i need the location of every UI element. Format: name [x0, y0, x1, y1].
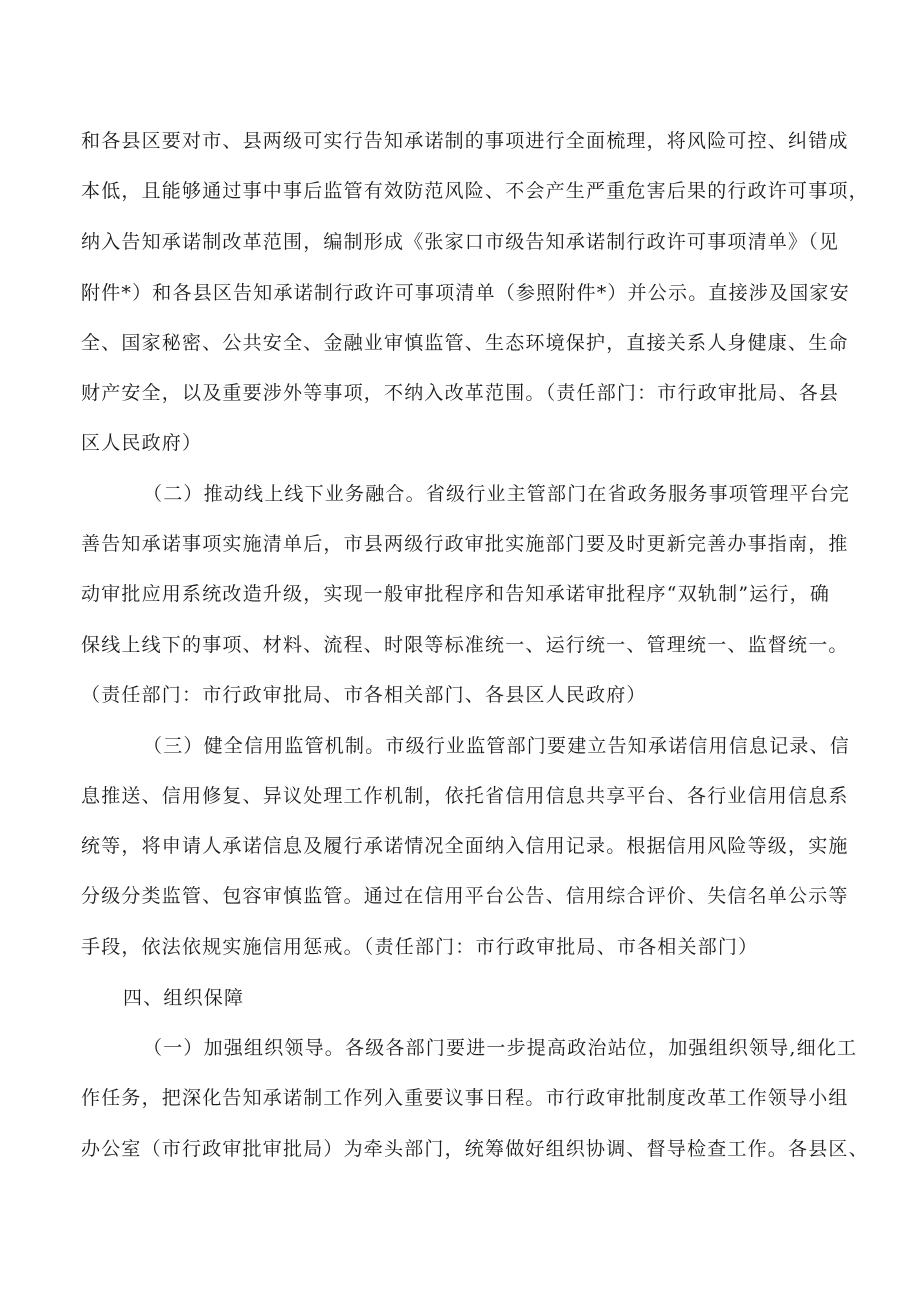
paragraph-line: 手段，依法依规实施信用惩戒。（责任部门：市行政审批局、市各相关部门） — [81, 936, 759, 958]
paragraph-line: 财产安全，以及重要涉外等事项，不纳入改革范围。（责任部门：市行政审批局、各县 — [81, 382, 840, 404]
paragraph-line: 办公室（市行政审批审批局）为牵头部门，统筹做好组织协调、督导检查工作。各县区、 — [81, 1138, 869, 1160]
paragraph-line: 动审批应用系统改造升级，实现一般审批程序和告知承诺审批程序“双轨制”运行，确 — [81, 583, 831, 605]
paragraph-line: 统等，将申请人承诺信息及履行承诺情况全面纳入信用记录。根据信用风险等级，实施 — [81, 835, 849, 857]
paragraph-line: 保线上线下的事项、材料、流程、时限等标准统一、运行统一、管理统一、监督统一。 — [81, 634, 849, 656]
paragraph-line: 息推送、信用修复、异议处理工作机制，依托省信用信息共享平台、各行业信用信息系 — [81, 785, 849, 807]
paragraph-line: 善告知承诺事项实施清单后，市县两级行政审批实施部门要及时更新完善办事指南，推 — [81, 533, 849, 555]
paragraph-line: 和各县区要对市、县两级可实行告知承诺制的事项进行全面梳理，将风险可控、纠错成 — [81, 130, 849, 152]
paragraph-line: 分级分类监管、包容审慎监管。通过在信用平台公告、信用综合评价、失信名单公示等 — [81, 885, 849, 907]
section-2-first-line: （二）推动线上线下业务融合。省级行业主管部门在省政务服务事项管理平台完 — [143, 483, 851, 505]
paragraph-line: 全、国家秘密、公共安全、金融业审慎监管、生态环境保护，直接关系人身健康、生命 — [81, 332, 849, 354]
paragraph-line: 纳入告知承诺制改革范围，编制形成《张家口市级告知承诺制行政许可事项清单》（见 — [81, 231, 840, 253]
paragraph-line: 作任务，把深化告知承诺制工作列入重要议事日程。市行政审批制度改革工作领导小组 — [81, 1087, 849, 1109]
paragraph-line: 区人民政府） — [81, 432, 203, 454]
section-heading: 四、组织保障 — [123, 987, 245, 1009]
subsection-1-first-line: （一）加强组织领导。各级各部门要进一步提高政治站位，加强组织领导,细化工 — [143, 1037, 858, 1059]
paragraph-line: 附件*）和各县区告知承诺制行政许可事项清单（参照附件*）并公示。直接涉及国家安 — [81, 282, 850, 304]
paragraph-line: （责任部门：市行政审批局、市各相关部门、各县区人民政府） — [81, 684, 647, 706]
paragraph-line: 本低，且能够通过事中事后监管有效防范风险、不会产生严重危害后果的行政许可事项， — [81, 180, 869, 202]
section-3-first-line: （三）健全信用监管机制。市级行业监管部门要建立告知承诺信用信息记录、信 — [143, 735, 851, 757]
